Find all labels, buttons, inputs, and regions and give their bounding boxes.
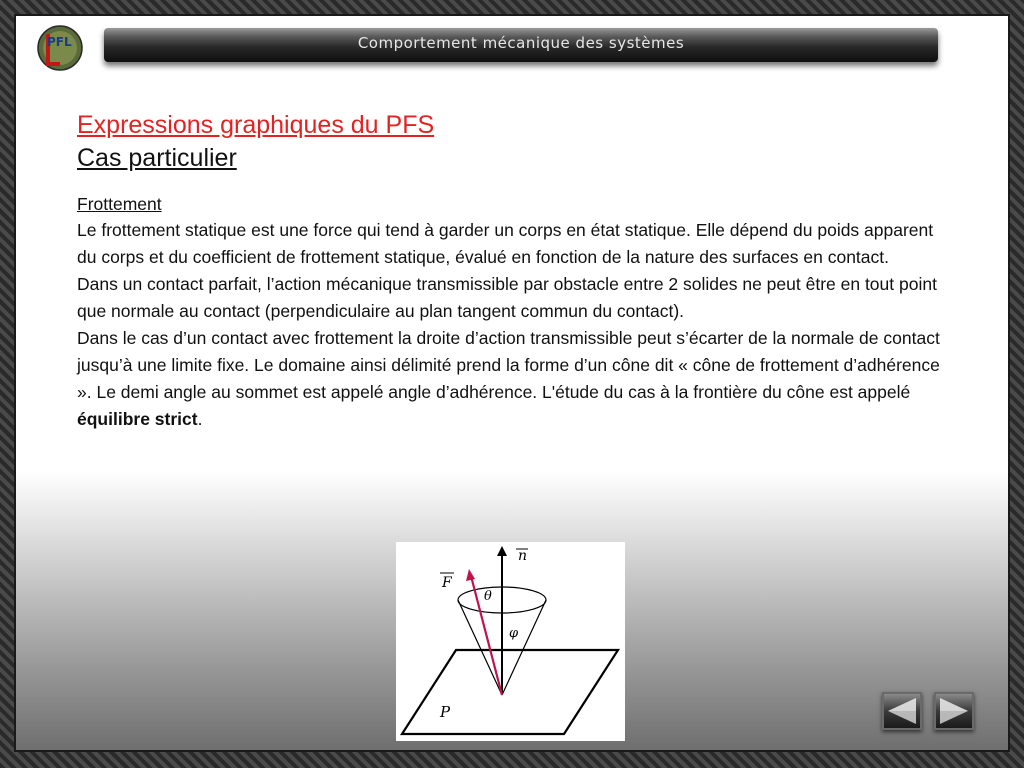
triangle-left-icon (884, 694, 920, 728)
friction-cone-figure (396, 542, 625, 741)
page-title: Comportement mécanique des systèmes (357, 34, 685, 52)
label-theta: θ (484, 589, 492, 604)
logo-icon (36, 24, 84, 72)
label-P: P (440, 703, 451, 721)
label-phi: φ (509, 626, 519, 641)
slide (14, 14, 1010, 752)
bold-term: équilibre strict (77, 409, 198, 429)
content-area (77, 110, 957, 433)
paragraph (77, 325, 957, 433)
slide-subheading: Cas particulier (77, 144, 237, 172)
previous-slide-button[interactable] (882, 692, 922, 730)
next-slide-button[interactable] (934, 692, 974, 730)
logo-text: PFL (47, 35, 72, 49)
section-label: Frottement (77, 194, 162, 214)
label-F: F (442, 575, 452, 591)
slide-heading: Expressions graphiques du PFS (77, 111, 435, 139)
paragraph-text: Dans le cas d’un contact avec frottement la droite d’action transmissible peut s’écarter de la normale de contact jusqu’à une limite fixe. Le domaine ainsi délimité prend la forme d’un cône dit « cône de frottement d’adhérence ». Le demi angle au sommet est appelé angle d’adhérence. L'étude du cas à la frontière du cône est appelé (77, 328, 940, 402)
triangle-right-icon (936, 694, 972, 728)
paragraph: Le frottement statique est une force qui tend à garder un corps en état statique. Elle dépend du poids apparent du corps et du coefficient de frottement statique, évalué en fonction de la nature des surfaces en contact. (77, 220, 934, 267)
paragraph: Dans un contact parfait, l’action mécanique transmissible par obstacle entre 2 solides ne peut être en tout point que normale au contact (perpendiculaire au plan tangent commun du contact). (77, 274, 937, 321)
label-n: n (518, 548, 528, 564)
paragraph-end: . (197, 409, 203, 429)
title-bar (104, 28, 938, 62)
